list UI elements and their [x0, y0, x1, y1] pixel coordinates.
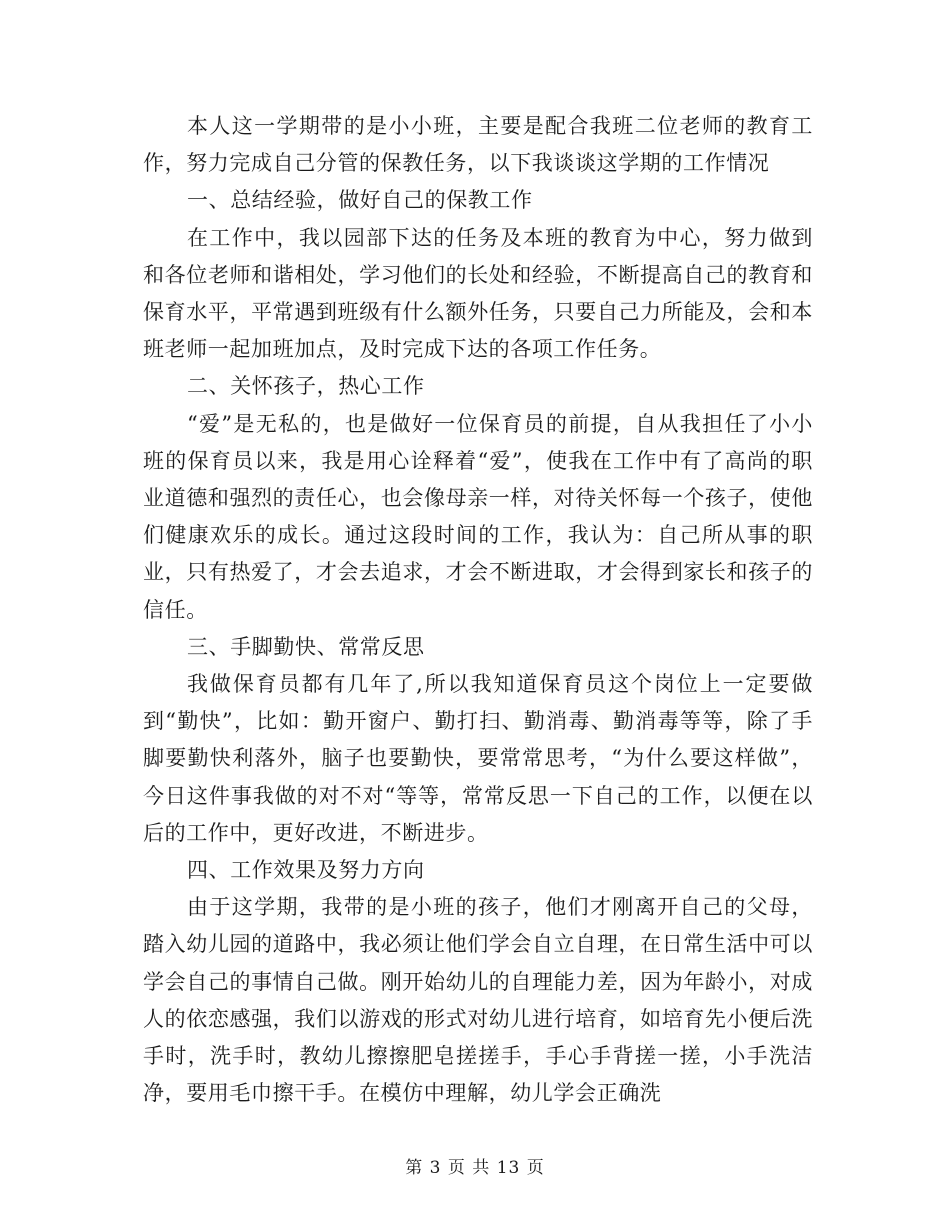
paragraph-section-1: 在工作中，我以园部下达的任务及本班的教育为中心，努力做到和各位老师和谐相处，学习他们的长处和经验，不断提高自己的教育和保育水平，平常遇到班级有什么额外任务，只要自己力所能及，会和本班老师一起加班加点，及时完成下达的各项工作任务。 — [143, 225, 813, 362]
section-heading-2: 二、关怀孩子，热心工作 — [187, 374, 425, 399]
paragraph-section-4: 由于这学期，我带的是小班的孩子，他们才刚离开自己的父母，踏入幼儿园的道路中，我必须让他们学会自立自理，在日常生活中可以学会自己的事情自己做。刚开始幼儿的自理能力差，因为年龄小，对成人的依恋感强，我们以游戏的形式对幼儿进行培育，如培育先小便后洗手时，洗手时，教幼儿擦擦肥皂搓搓手，手心手背搓一搓，小手洗洁净，要用毛巾擦干手。在模仿中理解，幼儿学会正确洗 — [143, 895, 813, 1106]
section-heading-4: 四、工作效果及努力方向 — [187, 858, 425, 883]
section-heading-1: 一、总结经验，做好自己的保教工作 — [187, 188, 533, 213]
page-number-footer: 第 3 页 共 13 页 — [405, 1158, 545, 1178]
paragraph-section-3: 我做保育员都有几年了,所以我知道保育员这个岗位上一定要做到“勤快”，比如：勤开窗户、勤打扫、勤消毒、勤消毒等等，除了手脚要勤快利落外，脑子也要勤快，要常常思考，“为什么要这样做”，今日这件事我做的对不对“等等，常常反思一下自己的工作，以便在以后的工作中，更好改进，不断进步。 — [143, 672, 813, 845]
section-heading-3: 三、手脚勤快、常常反思 — [187, 634, 425, 659]
paragraph-section-2: “爱”是无私的，也是做好一位保育员的前提，自从我担任了小小班的保育员以来，我是用心诠释着“爱”，使我在工作中有了高尚的职业道德和强烈的责任心，也会像母亲一样，对待关怀每一个孩子，使他们健康欢乐的成长。通过这段时间的工作，我认为：自己所从事的职业，只有热爱了，才会去追求，才会不断进取，才会得到家长和孩子的信任。 — [143, 411, 813, 622]
paragraph-intro: 本人这一学期带的是小小班，主要是配合我班二位老师的教育工作，努力完成自己分管的保教任务，以下我谈谈这学期的工作情况 — [143, 114, 813, 176]
document-body — [143, 108, 813, 1112]
